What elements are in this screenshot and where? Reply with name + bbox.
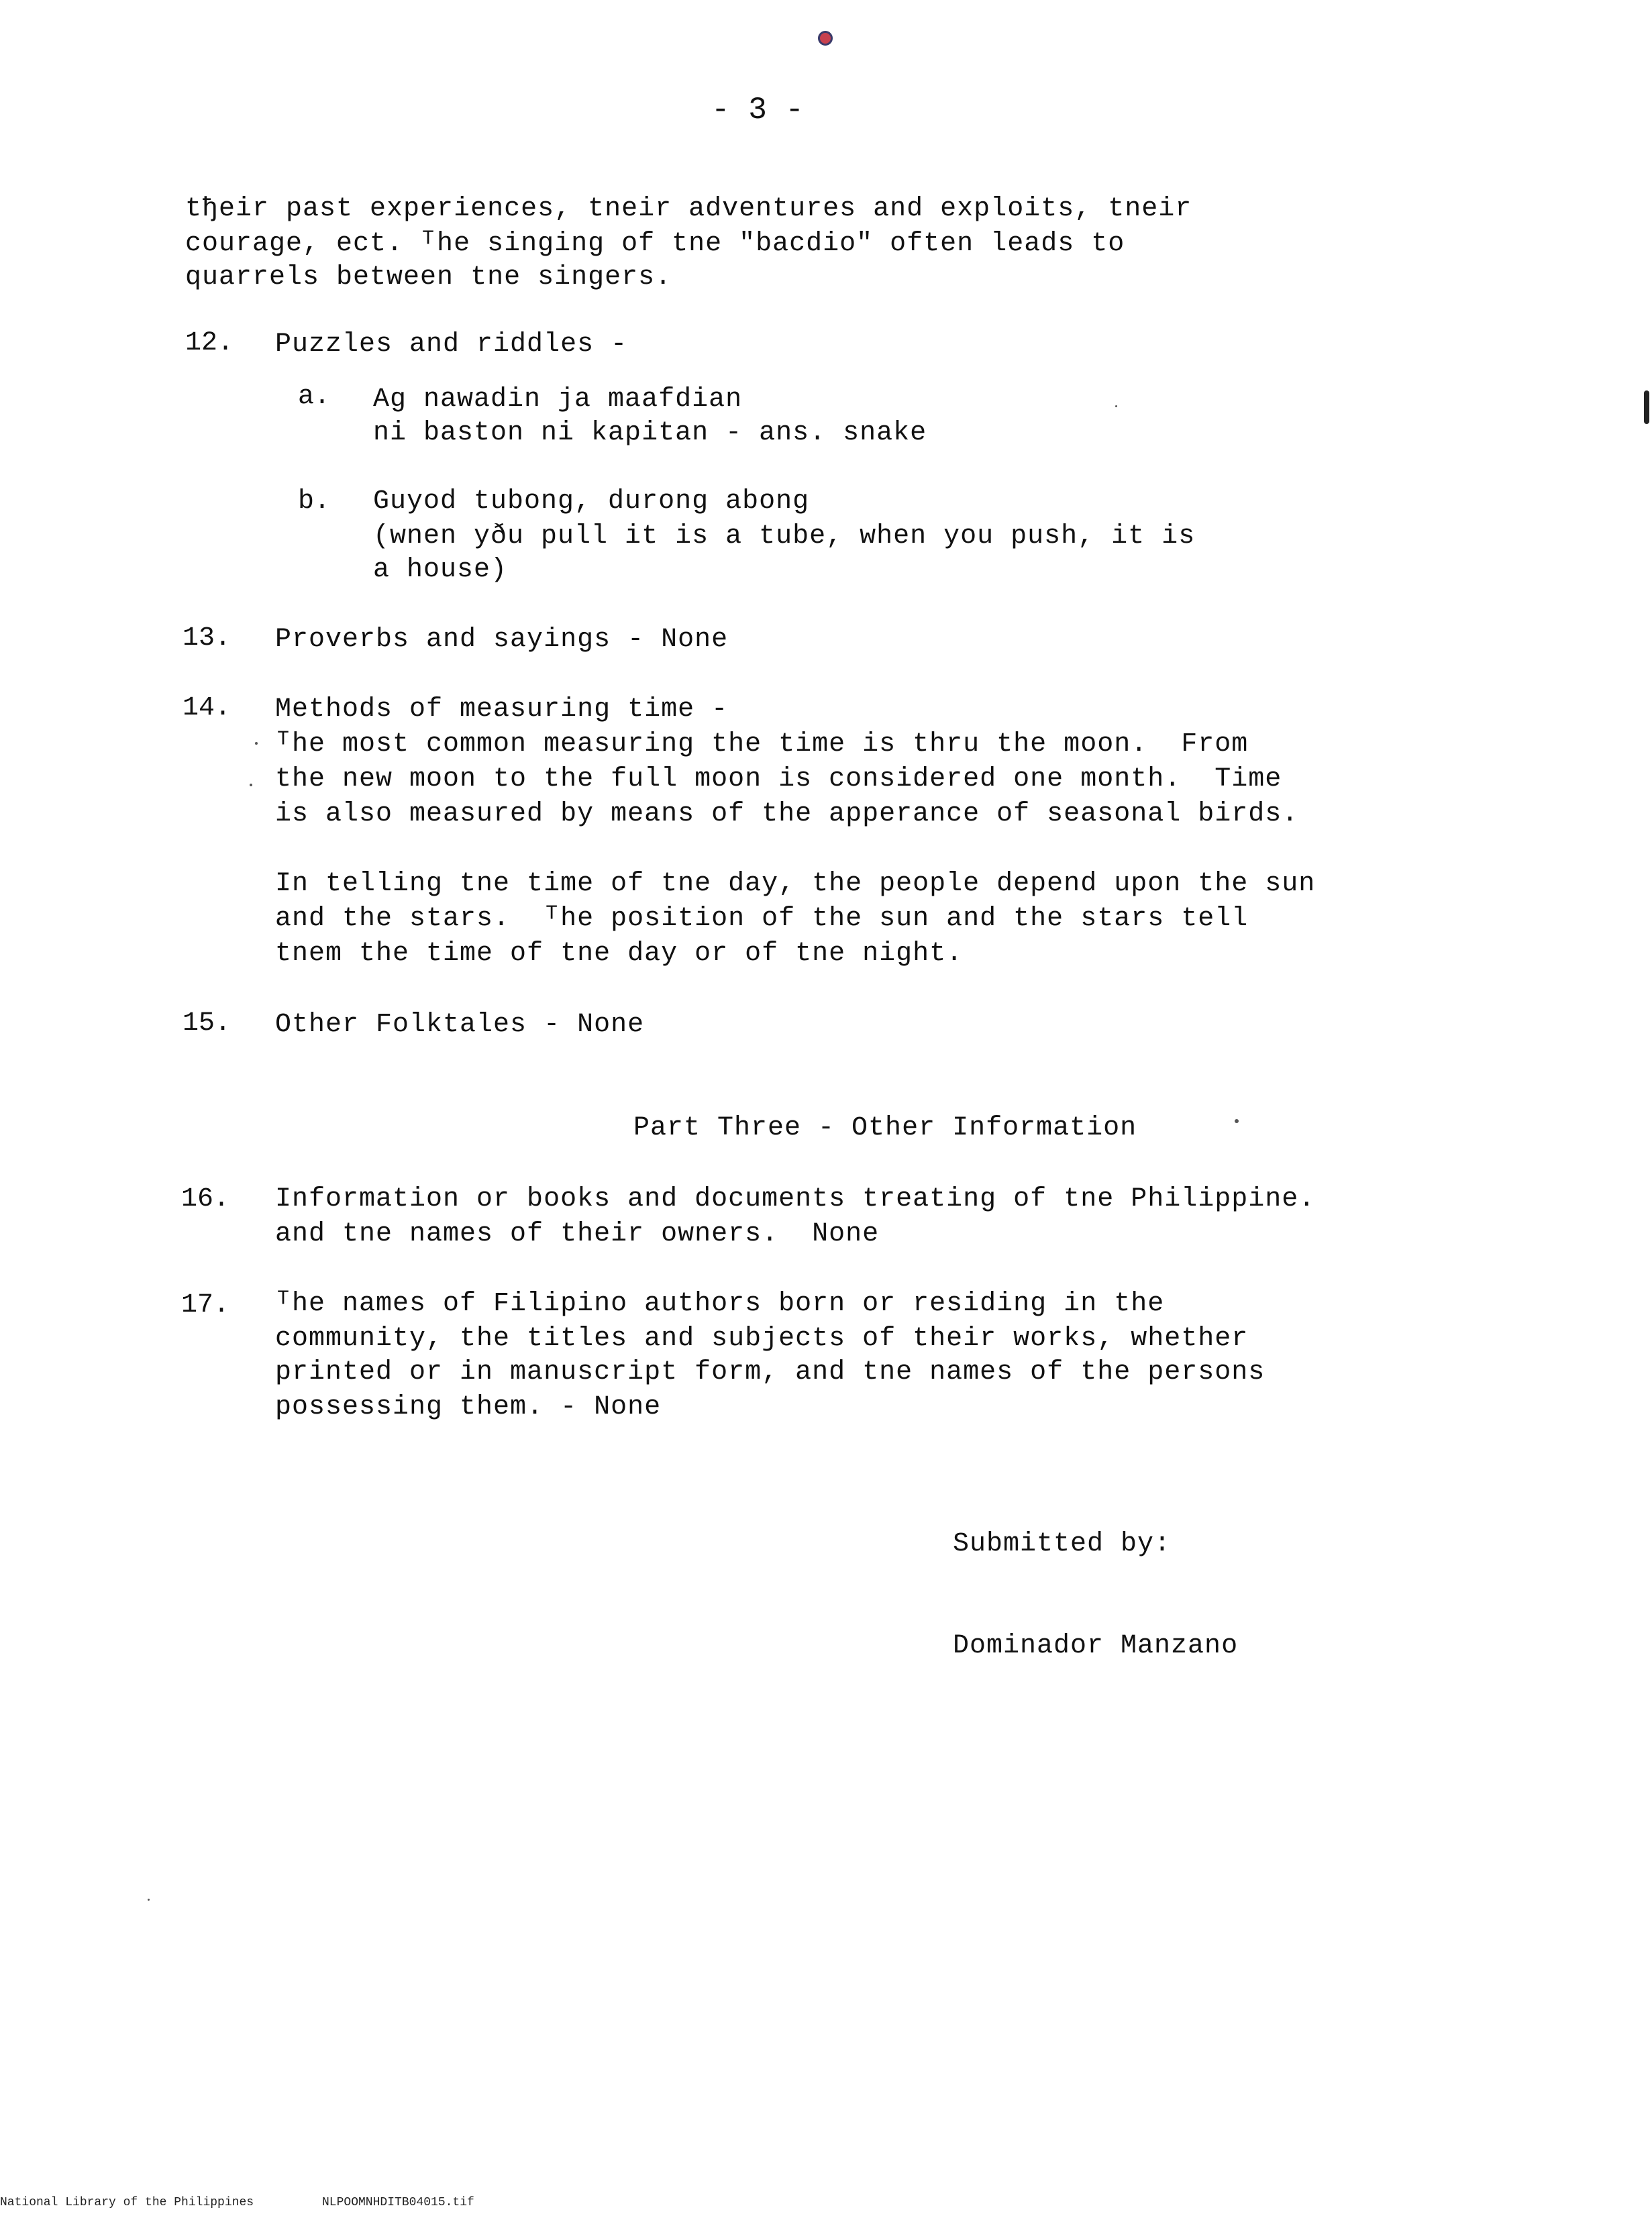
item-13-text: Proverbs and sayings - None — [275, 625, 729, 655]
signatory-name: Dominador Manzano — [953, 1631, 1239, 1661]
item-12a-letter: a. — [298, 382, 331, 412]
scan-speck — [148, 1899, 150, 1901]
item-12-number: 12. — [185, 328, 234, 358]
item-17-line-1: ᵀhe names of Filipino authors born or residing in the — [275, 1289, 1165, 1319]
item-14-para1-line-2: the new moon to the full moon is considered one month. Time — [275, 764, 1282, 794]
item-16-line-2: and tne names of their owners. None — [275, 1219, 880, 1249]
item-14-para2-line-3: tnem the time of tne day or of tne night. — [275, 939, 964, 969]
item-16-line-1: Information or books and documents treating of tne Philippine. — [275, 1184, 1316, 1214]
item-12b-line-2: (wnen yðu pull it is a tube, when you push, it is — [373, 521, 1196, 551]
item-12b-line-3: a house) — [373, 555, 508, 585]
item-14-para1-line-3: is also measured by means of the apperance of seasonal birds. — [275, 799, 1299, 829]
item-14-para1-line-1: ᵀhe most common measuring the time is thru the moon. From — [275, 729, 1249, 759]
submitted-by-label: Submitted by: — [953, 1529, 1172, 1559]
item-17-number: 17. — [181, 1290, 230, 1320]
item-12b-letter: b. — [298, 486, 331, 517]
item-14-number: 14. — [183, 693, 231, 723]
item-17-line-2: community, the titles and subjects of their works, whether — [275, 1324, 1249, 1354]
item-17-line-4: possessing them. - None — [275, 1392, 662, 1422]
intro-line-1: tђeir past experiences, tneir adventures and exploits, tneir — [185, 194, 1192, 224]
item-15-text: Other Folktales - None — [275, 1010, 645, 1040]
item-13-number: 13. — [183, 623, 231, 653]
intro-line-3: quarrels between tne singers. — [185, 262, 672, 293]
item-15-number: 15. — [183, 1008, 231, 1039]
footer-filename: NLPOOMNHDITB04015.tif — [322, 2196, 474, 2209]
scan-speck — [1115, 405, 1117, 407]
footer-library: National Library of the Philippines — [0, 2196, 254, 2209]
scan-edge-mark — [1644, 390, 1649, 424]
library-emblem-icon — [818, 31, 833, 46]
intro-line-2: courage, ect. ᵀhe singing of tne "bacdio" often leads to — [185, 229, 1125, 259]
part-three-heading: Part Three - Other Information — [633, 1113, 1137, 1143]
item-12b-line-1: Guyod tubong, durong abong — [373, 486, 810, 517]
item-16-number: 16. — [181, 1184, 230, 1214]
scan-speck — [255, 742, 258, 745]
item-17-line-3: printed or in manuscript form, and tne names of the persons — [275, 1357, 1266, 1387]
item-12-title: Puzzles and riddles - — [275, 329, 628, 360]
item-12a-line-1: Ag nawadin ja maafdian — [373, 384, 743, 415]
page-number: - 3 - — [711, 93, 805, 127]
scan-speck — [1235, 1119, 1239, 1123]
scan-speck — [250, 784, 252, 786]
item-12a-line-2: ni baston ni kapitan - ans. snake — [373, 418, 927, 448]
item-14-title: Methods of measuring time - — [275, 694, 729, 725]
item-14-para2-line-2: and the stars. ᵀhe position of the sun and the stars tell — [275, 904, 1249, 934]
item-14-para2-line-1: In telling tne time of tne day, the people depend upon the sun — [275, 869, 1316, 899]
